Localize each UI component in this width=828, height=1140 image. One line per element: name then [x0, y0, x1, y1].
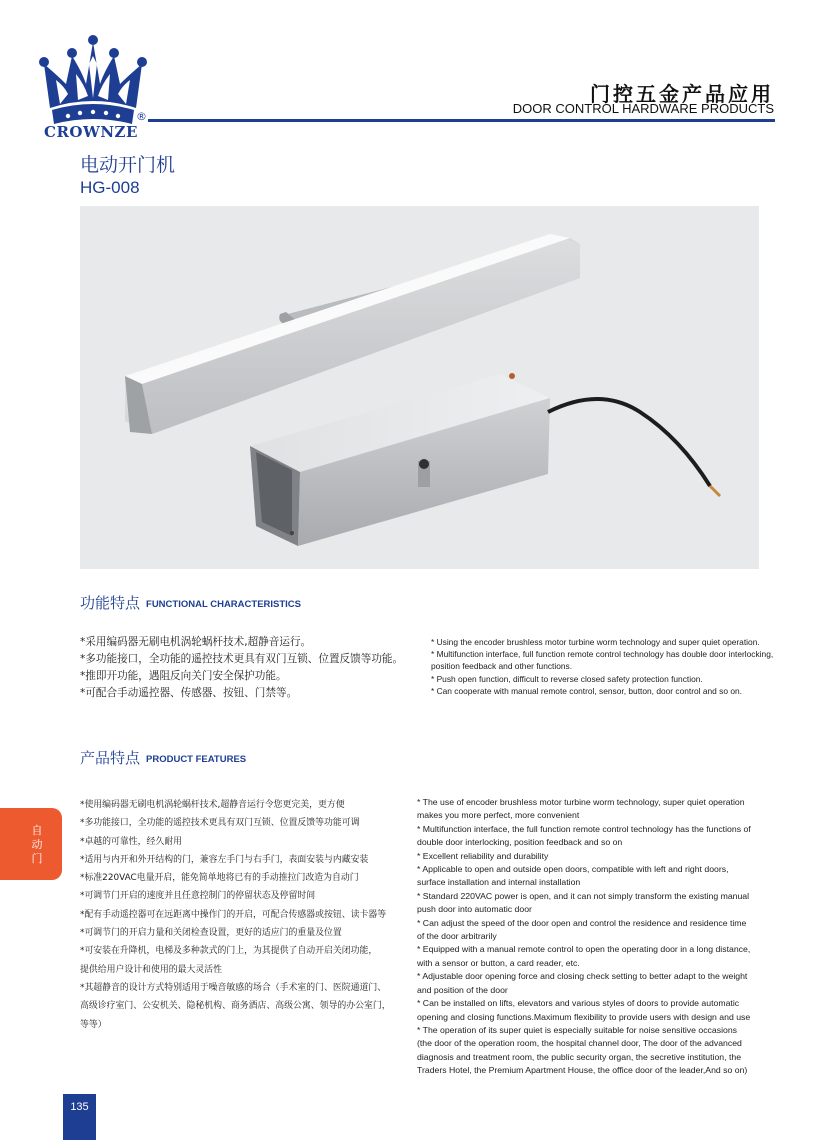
features-en-item: double door interlocking, position feedback and so on	[417, 837, 623, 848]
functional-heading	[80, 592, 301, 613]
features-cn-item: 提供给用户设计和使用的最大灵活性	[80, 964, 222, 975]
functional-en-item: * Can cooperate with manual remote control, sensor, button, door control and so on.	[431, 685, 742, 696]
functional-cn-item: *多功能接口，全功能的遥控技术更具有双门互锁、位置反馈等功能。	[80, 653, 404, 665]
features-cn-item: *适用与内开和外开结构的门，兼容左手门与右手门，表面安装与内藏安装	[80, 854, 369, 865]
features-cn-item: *卓越的可靠性，经久耐用	[80, 836, 183, 847]
features-cn-item: *可安装在升降机，电梯及多种款式的门上，为其提供了自动开启关闭功能，	[80, 946, 378, 957]
functional-en-item: * Using the encoder brushless motor turbine worm technology and super quiet operation.	[431, 637, 760, 647]
features-heading-en: PRODUCT FEATURES	[146, 754, 247, 765]
features-en-item: opening and closing functions.Maximum flexibility to provide users with design and use	[417, 1011, 751, 1022]
features-en-item: of the door arbitrarily	[417, 931, 497, 942]
features-en-item: * The use of encoder brushless motor turbine worm technology, super quiet operation	[417, 797, 745, 807]
product-photo	[80, 206, 759, 569]
features-en-item: surface installation and internal installation	[417, 877, 581, 888]
features-cn-item: *可调节门开启的速度并且任意控制门的停留状态及停留时间	[80, 891, 316, 902]
features-en-item: and position of the door	[417, 984, 508, 995]
features-cn-item: *配有手动遥控器可在远距离中操作门的开启，可配合传感器或按钮、读卡器等	[80, 909, 387, 920]
features-en-item: * Excellent reliability and durability	[417, 850, 549, 861]
functional-cn-item: *采用编码器无刷电机涡轮蜗杆技术,超静音运行。	[80, 636, 312, 648]
features-cn-item: *多功能接口，全功能的遥控技术更具有双门互锁、位置反馈等功能可调	[80, 818, 360, 829]
features-heading	[80, 747, 246, 768]
brand-name: CROWNZE	[44, 123, 138, 141]
features-heading-cn: 产品特点	[80, 749, 141, 767]
features-en-item: * Equipped with a manual remote control to open the operating door in a long distance,	[417, 944, 751, 955]
features-en-item: * Adjustable door opening force and closing check setting to better adapt to the weight	[417, 971, 748, 982]
features-en-item: * Standard 220VAC power is open, and it can not simply transform the existing manual	[417, 890, 750, 901]
features-en-item: diagnosis and treatment room, the public security organ, the secretive institution, the	[417, 1051, 742, 1062]
features-cn-item: *标准220VAC电量开启，能免简单地将已有的手动推拉门改造为自动门	[80, 873, 359, 884]
features-en-item: * The operation of its super quiet is especially suitable for noise sensitive occasions	[417, 1024, 738, 1035]
features-cn-item: 等等）	[80, 1019, 107, 1030]
registered-mark: ®	[136, 110, 147, 123]
page-number: 135	[70, 1101, 89, 1113]
functional-en-item: * Push open function, difficult to reverse closed safety protection function.	[431, 673, 703, 684]
features-en-item: (the door of the operation room, the hospital channel door, The door of the advanced	[417, 1038, 742, 1049]
features-en-item: * Can adjust the speed of the door open and control the residence and residence time	[417, 917, 747, 928]
door-operator-illustration	[80, 206, 759, 569]
features-cn-item: *使用编码器无刷电机涡轮蜗杆技术,超静音运行令您更完美，更方便	[80, 800, 345, 810]
header-rule	[148, 119, 775, 122]
features-en-item: push door into automatic door	[417, 904, 532, 915]
functional-cn-item: *可配合手动遥控器、传感器、按钮、门禁等。	[80, 687, 298, 699]
features-cn-item: 高级诊疗室门、公安机关、隐秘机构、商务酒店、高级公寓、领导的办公室门，	[80, 1001, 391, 1012]
features-en-item: Traders Hotel, the Premium Apartment House, the office door of the leader,And so on)	[417, 1065, 748, 1076]
features-en-item: with a sensor or button, a card reader, etc.	[417, 957, 580, 968]
functional-list-cn	[80, 634, 430, 702]
features-cn-item: *可调节门的开启力量和关闭检查设置，更好的适应门的重量及位置	[80, 928, 342, 939]
features-list-en	[417, 796, 777, 1078]
features-en-item: makes you more perfect, more convenient	[417, 810, 580, 821]
header-title-cn: 门控五金产品应用	[590, 82, 774, 106]
product-code: HG-008	[80, 178, 140, 197]
header-title-en: DOOR CONTROL HARDWARE PRODUCTS	[512, 101, 774, 116]
functional-list-en	[431, 636, 801, 697]
category-side-tab-label: 自动门	[31, 824, 43, 865]
functional-cn-item: *推即开功能，遇阻反向关门安全保护功能。	[80, 670, 287, 682]
features-en-item: * Can be installed on lifts, elevators and various styles of doors to provide automatic	[417, 998, 740, 1009]
features-en-item: * Applicable to open and outside open doors, compatible with left and right doors,	[417, 864, 729, 875]
functional-en-item: position feedback and other functions.	[431, 661, 573, 672]
product-name: 电动开门机	[80, 154, 176, 176]
functional-heading-cn: 功能特点	[80, 594, 141, 612]
features-list-cn	[80, 796, 405, 1034]
features-en-item: * Multifunction interface, the full function remote control technology has the functions of	[417, 823, 751, 834]
functional-heading-en: FUNCTIONAL CHARACTERISTICS	[146, 599, 302, 610]
functional-en-item: * Multifunction interface, full function remote control technology has double door interlocking,	[431, 649, 774, 660]
features-cn-item: *其超静音的设计方式特别适用于噪音敏感的场合（手术室的门、医院通道门、	[80, 982, 387, 993]
